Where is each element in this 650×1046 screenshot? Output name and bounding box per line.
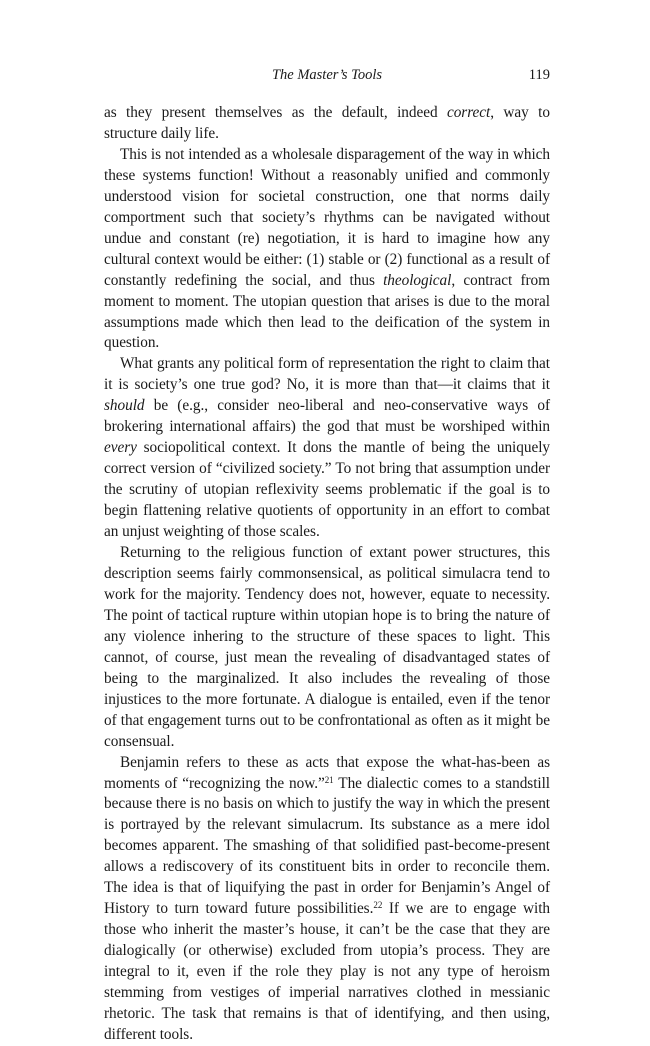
text-run: The dialectic comes to a standstill because there is no basis on which to justify the way in which the present is portrayed by the relevant simulacrum. Its substance as a mere idol becomes apparent. The smashing of that solidified past-become-present allows a rediscovery of its constituent bits in order to reconcile them. The idea is that of liquifying the past in order for Benjamin’s Angel of History to turn toward future possibilities.: [104, 774, 551, 918]
text-run: , contract from moment to moment. The utopian question that arises is due to the moral assumptions made which then lead to the deification of the system in question.: [104, 271, 550, 352]
paragraph: [104, 543, 550, 753]
page-number: 119: [528, 67, 550, 83]
emphasis: every: [104, 439, 137, 457]
text-run: Benjamin refers to these as acts that expose the what-has-been as moments of “recognizing the now.”: [104, 753, 550, 792]
emphasis: theological: [383, 271, 452, 289]
emphasis: should: [104, 397, 145, 415]
footnote-marker[interactable]: 22: [373, 900, 383, 911]
paragraph: [104, 103, 550, 145]
paragraph: [104, 354, 550, 543]
emphasis: correct: [446, 104, 491, 121]
running-header: [104, 67, 550, 89]
text-run: What grants any political form of representation the right to claim that it is society’s one true god? No, it is more than that—it claims that it: [104, 355, 550, 394]
text-run: If we are to engage with those who inherit the master’s house, it can’t be the case that they are dialogically (or otherwise) excluded from utopia’s process. They are integral to it, even if the role they play is not any type of heroism stemming from vestiges of imperial narratives clothed in messianic rhetoric. The task that remains is that of identifying, and then using, different tools.: [104, 900, 550, 1043]
footnote-marker[interactable]: 21: [324, 774, 334, 785]
text-run: as they present themselves as the default, indeed: [104, 104, 447, 121]
text-run: sociopolitical context. It dons the mantle of being the uniquely correct version of “civilized society.” To not bring that assumption under the scrutiny of utopian reflexivity seems problematic if the goal is to begin flattening relative quotients of opportunity in an effort to combat an unjust weighting of those scales.: [104, 439, 550, 541]
running-title: The Master’s Tools: [271, 67, 383, 83]
paragraph: [104, 753, 550, 1046]
body-text: [104, 103, 550, 1046]
text-run: be (e.g., consider neo-liberal and neo-conservative ways of brokering international affairs) the god that must be worshiped within: [104, 397, 550, 436]
text-run: , way to structure daily life.: [104, 104, 550, 142]
paragraph: [104, 145, 550, 355]
text-run: Returning to the religious function of extant power structures, this description seems fairly commonsensical, as political simulacra tend to work for the majority. Tendency does not, however, equate to necessity. The point of tactical rupture within utopian hope is to bring the nature of any violence inhering to the structure of these spaces to light. This cannot, of course, just mean the revealing of disadvantaged states of being to the marginalized. It also includes the revealing of those injustices to the more fortunate. A dialogue is entailed, even if the tenor of that engagement turns out to be confrontational as often as it might be consensual.: [104, 544, 550, 750]
text-run: This is not intended as a wholesale disparagement of the way in which these systems function! Without a reasonably unified and commonly understood vision for societal construction, one that norms daily comportment such that society’s rhythms can be navigated without undue and constant (re) negotiation, it is hard to imagine how any cultural context would be either: (1) stable or (2) functional as a result of constantly redefining the social, and thus: [104, 145, 550, 289]
